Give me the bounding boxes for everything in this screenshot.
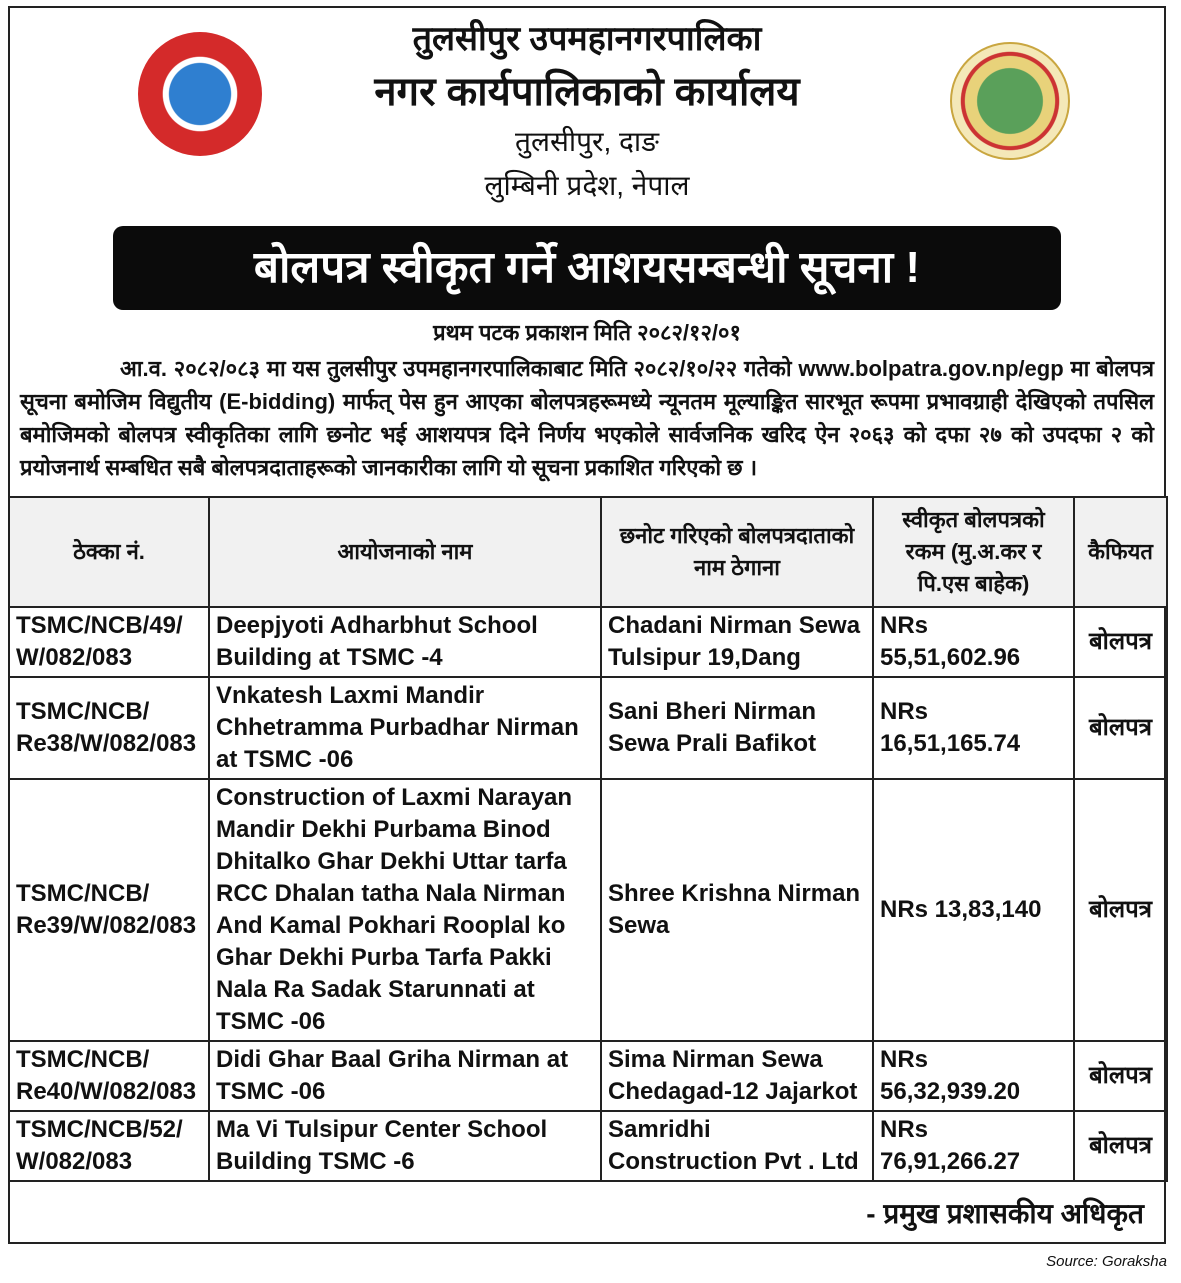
- table-row: [9, 1111, 1167, 1181]
- project-cell: Vnkatesh Laxmi Mandir Chhetramma Purbadhar Nirman at TSMC -06: [209, 677, 601, 779]
- table-row: [9, 779, 1167, 1041]
- notice-title-banner: बोलपत्र स्वीकृत गर्ने आशयसम्बन्धी सूचना !: [113, 226, 1061, 310]
- remarks-cell: बोलपत्र: [1074, 1111, 1167, 1181]
- amount-cell: NRs 13,83,140: [873, 779, 1074, 1041]
- notice-paragraph: [20, 352, 1154, 484]
- location: तुलसीपुर, दाङ: [515, 126, 659, 157]
- notice-frame: [8, 6, 1166, 1244]
- bidder-cell: Shree Krishna Nirman Sewa: [601, 779, 873, 1041]
- project-cell: Didi Ghar Baal Griha Nirman at TSMC -06: [209, 1041, 601, 1111]
- header-project: आयोजनाको नाम: [209, 497, 601, 607]
- province: लुम्बिनी प्रदेश, नेपाल: [484, 170, 690, 201]
- amount-cell: NRs 76,91,266.27: [873, 1111, 1074, 1181]
- amount-cell: NRs 56,32,939.20: [873, 1041, 1074, 1111]
- contracts-table: [8, 496, 1168, 1182]
- remarks-cell: बोलपत्र: [1074, 677, 1167, 779]
- amount-cell: NRs 16,51,165.74: [873, 677, 1074, 779]
- contract-no-cell: TSMC/NCB/ Re38/W/082/083: [9, 677, 209, 779]
- contract-no-cell: TSMC/NCB/49/ W/082/083: [9, 607, 209, 677]
- header-contract-no: ठेक्का नं.: [9, 497, 209, 607]
- remarks-cell: बोलपत्र: [1074, 607, 1167, 677]
- signature: - प्रमुख प्रशासकीय अधिकृत: [866, 1198, 1144, 1229]
- paragraph-part1: आ.व. २०८२/०८३ मा यस तुलसीपुर उपमहानगरपालिकाबाट मिति २०८२/१०/२२ गतेको: [120, 356, 792, 381]
- header-amount: स्वीकृत बोलपत्रको रकम (मु.अ.कर र पि.एस बाहेक): [873, 497, 1074, 607]
- bolpatra-url[interactable]: www.bolpatra.gov.np/egp: [798, 356, 1064, 381]
- table-row: [9, 1041, 1167, 1111]
- header-bidder: छनोट गरिएको बोलपत्रदाताको नाम ठेगाना: [601, 497, 873, 607]
- project-cell: Construction of Laxmi Narayan Mandir Dekhi Purbama Binod Dhitalko Ghar Dekhi Uttar tarfa RCC Dhalan tatha Nala Nirman And Kamal Pokhari Rooplal ko Ghar Dekhi Purba Tarfa Pakki Nala Ra Sadak Starunnati at TSMC -06: [209, 779, 601, 1041]
- remarks-cell: बोलपत्र: [1074, 1041, 1167, 1111]
- bidder-cell: Sima Nirman Sewa Chedagad-12 Jajarkot: [601, 1041, 873, 1111]
- publish-date: प्रथम पटक प्रकाशन मिति २०८२/१२/०१: [433, 320, 741, 345]
- contract-no-cell: TSMC/NCB/ Re39/W/082/083: [9, 779, 209, 1041]
- table-row: [9, 607, 1167, 677]
- table-row: [9, 677, 1167, 779]
- municipality-logo: [950, 42, 1070, 160]
- header-remarks: कैफियत: [1074, 497, 1167, 607]
- amount-cell: NRs 55,51,602.96: [873, 607, 1074, 677]
- bidder-cell: Samridhi Construction Pvt . Ltd: [601, 1111, 873, 1181]
- project-cell: Deepjyoti Adharbhut School Building at TSMC -4: [209, 607, 601, 677]
- office-name: नगर कार्यपालिकाको कार्यालय: [374, 70, 800, 114]
- contract-no-cell: TSMC/NCB/ Re40/W/082/083: [9, 1041, 209, 1111]
- source-credit: Source: Goraksha: [1046, 1253, 1167, 1270]
- nepal-emblem-logo: [138, 32, 262, 156]
- bidder-cell: Sani Bheri Nirman Sewa Prali Bafikot: [601, 677, 873, 779]
- notice-page: [0, 6, 1181, 1283]
- bidder-cell: Chadani Nirman Sewa Tulsipur 19,Dang: [601, 607, 873, 677]
- contract-no-cell: TSMC/NCB/52/ W/082/083: [9, 1111, 209, 1181]
- remarks-cell: बोलपत्र: [1074, 779, 1167, 1041]
- table-header-row: [9, 497, 1167, 607]
- project-cell: Ma Vi Tulsipur Center School Building TSMC -6: [209, 1111, 601, 1181]
- notice-header: [10, 8, 1164, 220]
- paragraph-part2: मा बोलपत्र सूचना बमोजिम विद्युतीय (E-bidding) मार्फत् पेस हुन आएका बोलपत्रहरूमध्ये न्यूनतम मूल्याङ्कित सारभूत रूपमा प्रभावग्राही देखिएको तपसिल बमोजिमको बोलपत्र स्वीकृतिका लागि छनोट भई आशयपत्र दिने निर्णय भएकोले सार्वजनिक खरिद ऐन २०६३ को दफा २७ को उपदफा २ को प्रयोजनार्थ सम्बधित सबै बोलपत्रदाताहरूको जानकारीका लागि यो सूचना प्रकाशित गरिएको छ ।: [20, 356, 1155, 480]
- municipality-name: तुलसीपुर उपमहानगरपालिका: [412, 20, 762, 58]
